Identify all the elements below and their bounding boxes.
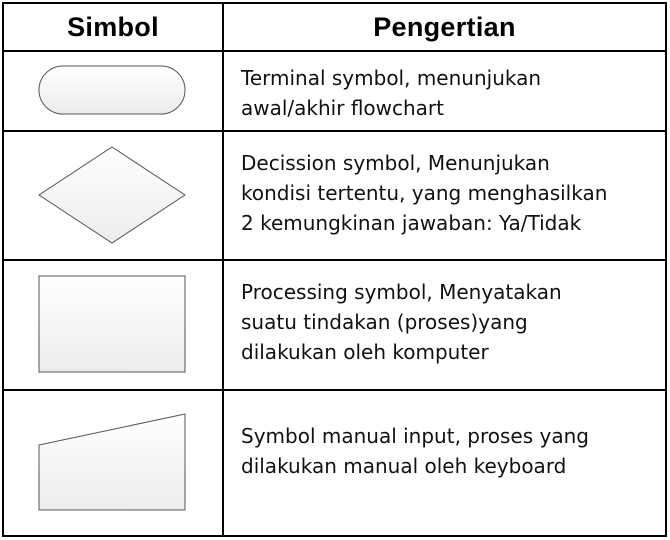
description-line: dilakukan manual oleh keyboard [241,454,567,479]
symbol-cell [3,131,223,259]
description-line: Processing symbol, Menyatakan [241,279,562,304]
table-row [3,260,666,390]
decision-shape [37,145,189,247]
symbol-cell [3,51,223,131]
description-line: dilakukan oleh komputer [241,339,489,364]
description-cell [223,260,666,390]
meaning-column-header: Pengertian [223,3,666,51]
description-line: Terminal symbol, menunjukan [241,66,542,91]
flowchart-symbol-table [2,2,667,537]
description-line: awal/akhir flowchart [241,96,444,121]
symbol-cell [3,390,223,536]
description-line: kondisi tertentu, yang menghasilkan [241,181,608,206]
table-row [3,390,666,536]
symbol-column-header: Simbol [3,3,223,51]
description-line: 2 kemungkinan jawaban: Ya/Tidak [241,211,582,236]
description-cell [223,390,666,536]
manual-input-shape [38,413,188,513]
table-row [3,51,666,131]
description-cell [223,51,666,131]
table-header-row [3,3,666,51]
description-line: suatu tindakan (proses)yang [241,309,528,334]
symbol-cell [3,260,223,390]
description-line: Symbol manual input, proses yang [241,424,589,449]
process-shape [38,275,188,375]
description-line: Decission symbol, Menunjukan [241,151,550,176]
terminal-shape [38,65,188,117]
description-cell [223,131,666,259]
table-row [3,131,666,259]
